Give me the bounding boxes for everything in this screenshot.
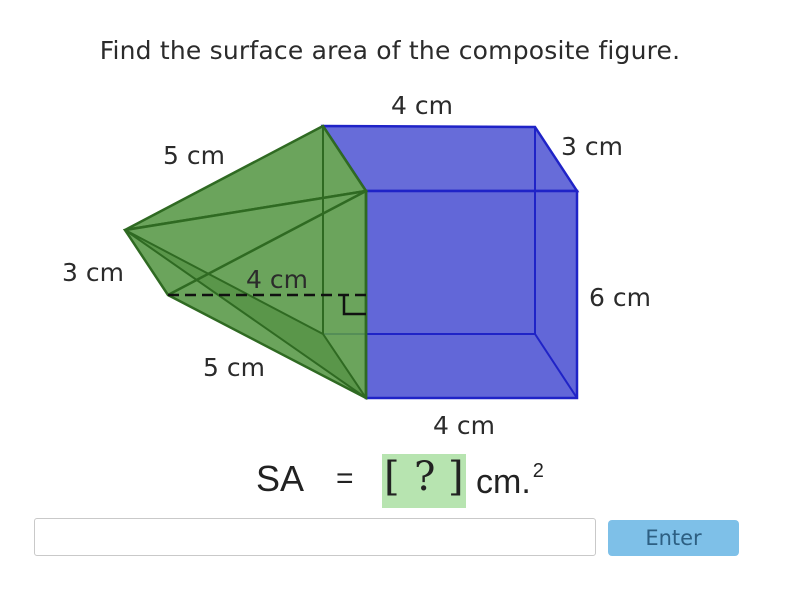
close-bracket: ] <box>448 454 464 500</box>
answer-input[interactable] <box>34 518 596 556</box>
surface-area-label: SA <box>256 458 305 499</box>
enter-button[interactable]: Enter <box>608 520 739 556</box>
prism-top-face <box>323 126 577 191</box>
area-unit <box>476 460 544 502</box>
area-unit-exponent: 2 <box>532 460 544 482</box>
prism-bottom-width-label: 4 cm <box>433 411 495 440</box>
prism-front-face <box>366 191 577 398</box>
question-text: Find the surface area of the composite figure. <box>99 36 681 65</box>
area-unit-text: cm. <box>476 463 531 501</box>
prism-depth-label: 3 cm <box>561 132 623 161</box>
answer-placeholder-box <box>382 454 466 508</box>
prism-height-label: 6 cm <box>589 283 651 312</box>
pyramid-side-label: 3 cm <box>62 258 124 287</box>
surface-area-answer-row <box>0 452 800 512</box>
pyramid-lower-slant-label: 5 cm <box>203 353 265 382</box>
answer-placeholder: ? <box>414 454 436 500</box>
pyramid-height-label: 4 cm <box>246 265 308 294</box>
open-bracket: [ <box>384 454 400 500</box>
prism-top-width-label: 4 cm <box>391 91 453 120</box>
pyramid-upper-slant-label: 5 cm <box>163 141 225 170</box>
equals-sign: = <box>336 462 354 495</box>
